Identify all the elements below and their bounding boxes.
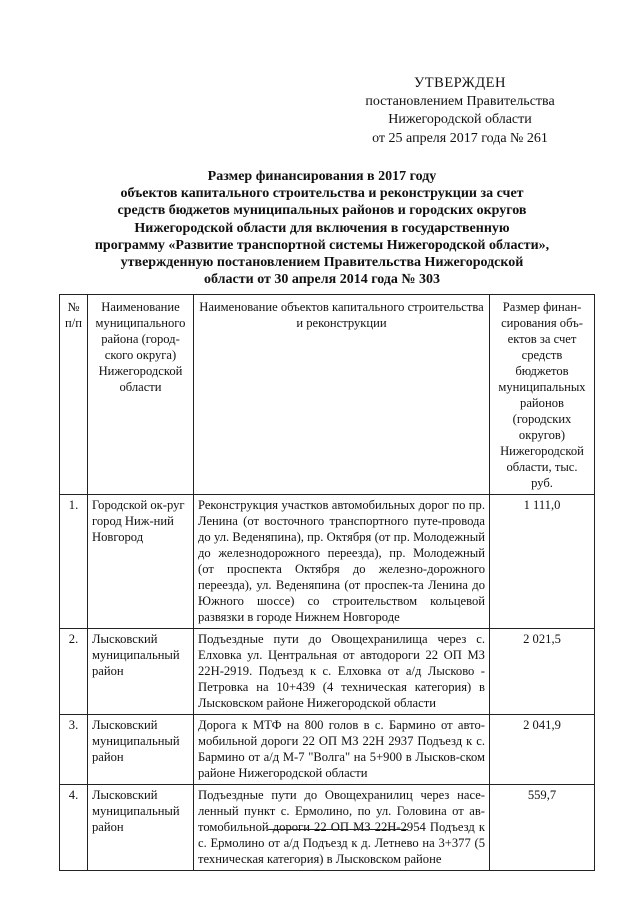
approval-block [345,74,575,148]
row-object: Дорога к МТФ на 800 голов в с. Бармино от авто-мобильной дороги 22 ОП МЗ 22Н 2937 Подъезд к с. Бармино от а/д М-7 "Волга" на 5+900 в Лысков-ском районе Нижегородской области [194,715,490,785]
title-line: утвержденную постановлением Правительства Нижегородской [120,255,524,271]
row-amount: 1 111,0 [490,495,595,629]
row-object: Подъездные пути до Овощехранилиц через насе-ленный пункт с. Ермолино, по ул. Головина от ав-томобильной дороги 22 ОП МЗ 22Н-2954 Подъезд к с. Ермолино от а/д Подъезд к д. Летнево на 3+377 (5 техническая категория) в Лысковском районе [194,785,490,871]
row-number: 2. [60,629,88,715]
header-object: Наименование объектов капитального строительства и реконструкции [194,295,490,495]
row-amount: 2 021,5 [490,629,595,715]
title-line: средств бюджетов муниципальных районов и городских округов [117,203,527,219]
table-row [60,785,595,871]
title-line: Нижегородской области для включения в государственную [134,220,510,236]
row-district: Лысковский муниципальный район [88,715,194,785]
row-amount: 559,7 [490,785,595,871]
approval-line: от 25 апреля 2017 года № 261 [372,130,548,146]
document-title [62,168,582,288]
approval-line: Нижегородской области [388,112,532,127]
table-header-row [60,295,595,495]
row-object: Подъездные пути до Овощехранилища через с. Елховка ул. Центральная от автодороги 22 ОП МЗ 22Н-2919. Подъезд к с. Елховка от а/д Лысково - Петровка на 10+439 (4 техническая категория) в Лысковском районе Нижегородской области [194,629,490,715]
header-district: Наименование муниципального района (город-ского округа) Нижегородской области [88,295,194,495]
approval-line: постановлением Правительства [365,93,555,109]
approval-heading: УТВЕРЖДЕН [414,75,506,91]
table-row [60,715,595,785]
title-line: Размер финансирования в 2017 году [207,169,437,184]
row-number: 1. [60,495,88,629]
header-amount: Размер финан-сирования объ-ектов за счет средств бюджетов муниципальных районов (городских округов) Нижегородской области, тыс. руб. [490,295,595,495]
row-district: Лысковский муниципальный район [88,785,194,871]
table-row [60,629,595,715]
header-number: № п/п [60,295,88,495]
row-number: 3. [60,715,88,785]
financing-table [59,294,595,871]
row-amount: 2 041,9 [490,715,595,785]
table-row [60,495,595,629]
row-district: Городской ок-руг город Ниж-ний Новгород [88,495,194,629]
closing-rule [268,829,408,830]
title-line: области от 30 апреля 2014 года № 303 [204,272,440,288]
row-number: 4. [60,785,88,871]
title-line: программу «Развитие транспортной системы Нижегородской области», [94,237,550,253]
row-district: Лысковский муниципальный район [88,629,194,715]
title-line: объектов капитального строительства и реконструкции за счет [120,186,524,202]
row-object: Реконструкция участков автомобильных дорог по пр. Ленина (от восточного транспортного путе-провода до ул. Веденяпина), пр. Октября (от пр. Молодежный до железнодорожного переезда), пр. Молодежный (от проспекта Октября до железно-дорожного переезда), ул. Веденяпина (от проспек-та Ленина до Южного шоссе) со строительством кольцевой развязки в городе Нижнем Новгороде [194,495,490,629]
